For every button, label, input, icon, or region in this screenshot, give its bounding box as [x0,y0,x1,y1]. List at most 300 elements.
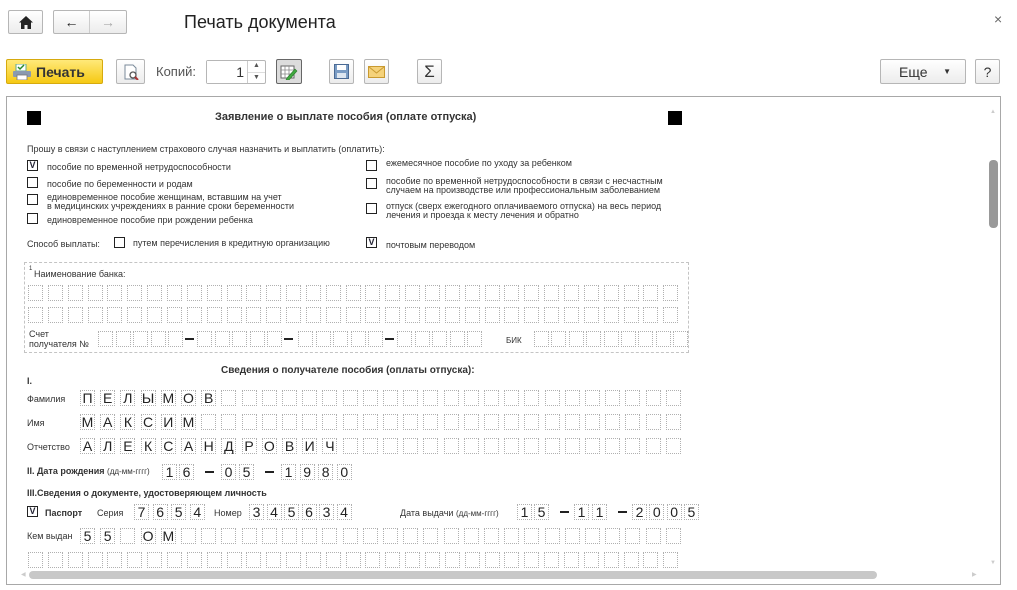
form-cell[interactable] [625,438,640,454]
form-cell[interactable] [246,307,261,323]
form-cell[interactable]: 1 [162,464,177,480]
form-cell[interactable] [365,285,380,301]
form-cell[interactable] [262,528,277,544]
form-cell[interactable] [168,331,183,347]
form-cell[interactable] [127,285,142,301]
form-cell[interactable] [88,552,103,568]
form-cell[interactable] [326,285,341,301]
spin-up-button[interactable]: ▲ [253,62,260,69]
form-cell[interactable] [221,390,236,406]
form-cell[interactable] [444,390,459,406]
form-cell[interactable] [197,331,212,347]
form-cell[interactable] [423,528,438,544]
form-cell[interactable] [68,285,83,301]
form-cell[interactable] [127,307,142,323]
form-cell[interactable] [242,390,257,406]
form-cell[interactable] [405,285,420,301]
form-cell[interactable]: 0 [221,464,236,480]
form-cell[interactable] [544,307,559,323]
form-cell[interactable] [383,390,398,406]
form-cell[interactable]: М [81,414,94,430]
form-cell[interactable] [28,307,43,323]
form-cell[interactable]: К [120,414,135,430]
form-cell[interactable]: 4 [337,504,352,520]
form-cell[interactable] [68,307,83,323]
form-cell[interactable] [98,331,113,347]
form-cell[interactable] [524,307,539,323]
form-cell[interactable] [48,285,63,301]
form-cell[interactable] [167,285,182,301]
form-cell[interactable] [465,307,480,323]
form-cell[interactable] [565,414,580,430]
form-cell[interactable] [643,285,658,301]
form-cell[interactable] [625,414,640,430]
form-cell[interactable]: Н [201,438,216,454]
form-cell[interactable] [207,307,222,323]
form-cell[interactable] [346,307,361,323]
form-cell[interactable] [663,307,678,323]
form-cell[interactable] [585,390,600,406]
form-cell[interactable] [638,331,653,347]
save-button[interactable] [329,59,354,84]
form-cell[interactable] [343,438,358,454]
benefit-checkbox[interactable] [27,177,38,188]
form-cell[interactable] [485,285,500,301]
form-cell[interactable]: 6 [179,464,194,480]
form-cell[interactable] [524,438,539,454]
form-cell[interactable]: О [141,528,156,544]
form-cell[interactable] [346,552,361,568]
form-cell[interactable]: 9 [300,464,315,480]
form-cell[interactable] [445,285,460,301]
form-cell[interactable] [48,552,63,568]
form-cell[interactable] [524,414,539,430]
benefit-checkbox[interactable] [366,178,377,189]
form-cell[interactable] [201,414,216,430]
form-cell[interactable] [666,438,681,454]
form-cell[interactable]: М [162,390,175,406]
close-button[interactable] [994,11,1002,27]
form-cell[interactable] [444,414,459,430]
form-cell[interactable] [604,307,619,323]
form-cell[interactable] [465,552,480,568]
form-cell[interactable] [564,307,579,323]
form-cell[interactable] [215,331,230,347]
form-cell[interactable] [262,390,277,406]
form-cell[interactable] [306,285,321,301]
form-cell[interactable] [267,331,282,347]
form-cell[interactable] [584,307,599,323]
form-cell[interactable] [88,285,103,301]
form-cell[interactable] [663,552,678,568]
form-cell[interactable]: 5 [171,504,186,520]
form-cell[interactable] [646,438,661,454]
form-cell[interactable] [524,528,539,544]
form-cell[interactable] [544,552,559,568]
form-cell[interactable] [464,528,479,544]
form-cell[interactable] [302,528,317,544]
form-cell[interactable] [107,552,122,568]
form-cell[interactable] [28,285,43,301]
form-cell[interactable]: И [302,438,317,454]
form-cell[interactable] [545,414,560,430]
form-cell[interactable] [425,307,440,323]
form-cell[interactable]: А [100,414,115,430]
form-cell[interactable] [385,285,400,301]
form-cell[interactable] [306,307,321,323]
form-cell[interactable] [147,307,162,323]
form-cell[interactable] [585,414,600,430]
form-cell[interactable]: 1 [517,504,532,520]
form-cell[interactable] [425,552,440,568]
form-cell[interactable] [207,285,222,301]
form-cell[interactable] [585,528,600,544]
print-button[interactable] [6,59,103,84]
form-cell[interactable]: 0 [649,504,664,520]
form-cell[interactable]: Ы [141,390,155,406]
form-cell[interactable] [565,438,580,454]
form-cell[interactable] [343,390,358,406]
form-cell[interactable] [524,285,539,301]
form-cell[interactable] [624,285,639,301]
form-cell[interactable] [167,552,182,568]
form-cell[interactable] [405,307,420,323]
form-cell[interactable]: 1 [574,504,589,520]
form-cell[interactable] [28,552,43,568]
form-cell[interactable] [326,552,341,568]
form-cell[interactable] [673,331,688,347]
form-cell[interactable] [464,438,479,454]
form-cell[interactable]: 6 [153,504,168,520]
form-cell[interactable] [415,331,430,347]
benefit-checkbox[interactable] [366,160,377,171]
form-cell[interactable] [423,414,438,430]
spin-down-button[interactable]: ▼ [248,72,265,84]
scroll-up-arrow[interactable]: ▲ [990,109,996,115]
edit-table-toggle[interactable] [276,59,302,84]
form-cell[interactable] [450,331,465,347]
form-cell[interactable] [605,390,620,406]
form-cell[interactable] [151,331,166,347]
form-cell[interactable] [286,285,301,301]
horizontal-scrollbar-thumb[interactable] [29,571,877,579]
form-cell[interactable]: О [262,438,277,454]
form-cell[interactable]: 3 [249,504,264,520]
form-cell[interactable] [286,552,301,568]
form-cell[interactable] [147,552,162,568]
form-cell[interactable]: Е [100,390,115,406]
form-cell[interactable] [201,528,216,544]
send-email-button[interactable] [364,59,389,84]
form-cell[interactable] [227,285,242,301]
form-cell[interactable] [365,552,380,568]
form-cell[interactable] [624,307,639,323]
form-cell[interactable]: А [80,438,95,454]
form-cell[interactable] [363,438,378,454]
form-cell[interactable] [656,331,671,347]
form-cell[interactable]: В [201,390,216,406]
form-cell[interactable] [227,307,242,323]
form-cell[interactable]: 5 [534,504,549,520]
form-cell[interactable] [147,285,162,301]
form-cell[interactable] [383,528,398,544]
form-cell[interactable] [403,528,418,544]
form-cell[interactable] [351,331,366,347]
form-cell[interactable] [322,390,337,406]
form-cell[interactable] [343,528,358,544]
form-cell[interactable] [605,528,620,544]
form-cell[interactable] [306,552,321,568]
form-cell[interactable] [266,552,281,568]
form-cell[interactable]: 5 [100,528,115,544]
form-cell[interactable] [604,285,619,301]
form-cell[interactable] [663,285,678,301]
form-cell[interactable] [445,307,460,323]
form-cell[interactable] [221,528,236,544]
form-cell[interactable] [585,438,600,454]
form-cell[interactable]: С [161,438,176,454]
form-cell[interactable] [385,552,400,568]
back-button[interactable] [54,11,90,33]
form-cell[interactable] [68,552,83,568]
form-cell[interactable] [302,414,317,430]
form-cell[interactable] [605,414,620,430]
form-cell[interactable] [484,528,499,544]
form-cell[interactable]: Е [120,438,135,454]
form-cell[interactable] [666,414,681,430]
form-cell[interactable] [298,331,313,347]
form-cell[interactable] [646,528,661,544]
form-cell[interactable] [181,528,196,544]
form-cell[interactable] [465,285,480,301]
form-cell[interactable] [187,552,202,568]
form-cell[interactable] [385,307,400,323]
form-cell[interactable] [266,285,281,301]
form-cell[interactable] [464,390,479,406]
form-cell[interactable]: О [181,390,196,406]
form-cell[interactable]: 5 [239,464,254,480]
form-cell[interactable] [286,307,301,323]
form-cell[interactable]: А [181,438,196,454]
form-cell[interactable] [423,438,438,454]
form-cell[interactable] [485,307,500,323]
scroll-right-arrow[interactable]: ▶ [972,572,977,578]
form-cell[interactable] [250,331,265,347]
form-cell[interactable]: 1 [592,504,607,520]
passport-checkbox[interactable]: V [27,506,38,517]
form-cell[interactable] [282,390,297,406]
form-cell[interactable] [484,438,499,454]
scroll-down-arrow[interactable]: ▼ [990,560,996,566]
more-button[interactable] [880,59,966,84]
form-cell[interactable] [425,285,440,301]
form-cell[interactable] [504,438,519,454]
form-cell[interactable] [221,414,236,430]
form-cell[interactable] [322,414,337,430]
form-cell[interactable] [444,528,459,544]
form-cell[interactable] [232,331,247,347]
form-cell[interactable] [302,390,317,406]
payment-post-checkbox[interactable]: V [366,237,377,248]
scroll-left-arrow[interactable]: ◀ [21,572,26,578]
form-cell[interactable]: И [161,414,176,430]
form-cell[interactable]: 2 [632,504,647,520]
form-cell[interactable] [625,528,640,544]
vertical-scrollbar-thumb[interactable] [989,160,998,228]
form-cell[interactable] [403,390,418,406]
form-cell[interactable] [107,307,122,323]
form-cell[interactable] [227,552,242,568]
form-cell[interactable]: Д [221,438,236,454]
form-cell[interactable] [343,414,358,430]
form-cell[interactable] [484,390,499,406]
form-cell[interactable] [242,414,257,430]
form-cell[interactable]: 4 [267,504,282,520]
form-cell[interactable]: В [282,438,297,454]
form-cell[interactable] [524,390,539,406]
form-cell[interactable] [565,390,580,406]
help-button[interactable] [975,59,1000,84]
form-cell[interactable]: 0 [667,504,682,520]
form-cell[interactable] [282,414,297,430]
form-cell[interactable]: 3 [319,504,334,520]
form-cell[interactable]: К [141,438,156,454]
form-cell[interactable] [187,307,202,323]
form-cell[interactable] [666,528,681,544]
form-cell[interactable] [403,414,418,430]
form-cell[interactable] [564,285,579,301]
form-cell[interactable]: 6 [302,504,317,520]
form-cell[interactable] [624,552,639,568]
home-button[interactable] [8,10,43,34]
form-cell[interactable]: 0 [337,464,352,480]
form-cell[interactable] [545,438,560,454]
form-cell[interactable] [646,414,661,430]
form-cell[interactable] [445,552,460,568]
form-cell[interactable]: 4 [190,504,205,520]
form-cell[interactable] [423,390,438,406]
form-cell[interactable] [545,390,560,406]
form-cell[interactable] [586,331,601,347]
form-cell[interactable] [524,552,539,568]
form-cell[interactable] [333,331,348,347]
form-cell[interactable]: 7 [134,504,149,520]
form-cell[interactable] [584,552,599,568]
form-cell[interactable] [120,528,135,544]
form-cell[interactable] [405,552,420,568]
form-cell[interactable] [565,528,580,544]
form-cell[interactable] [484,414,499,430]
form-cell[interactable] [621,331,636,347]
form-cell[interactable] [316,331,331,347]
form-cell[interactable]: М [182,414,195,430]
form-cell[interactable] [564,552,579,568]
form-cell[interactable] [127,552,142,568]
form-cell[interactable] [534,331,549,347]
copies-input[interactable] [207,61,247,83]
form-cell[interactable] [551,331,566,347]
form-cell[interactable] [397,331,412,347]
form-cell[interactable] [266,307,281,323]
form-cell[interactable]: 8 [318,464,333,480]
form-cell[interactable] [504,552,519,568]
form-cell[interactable] [646,390,661,406]
form-cell[interactable] [545,528,560,544]
form-cell[interactable] [504,528,519,544]
form-cell[interactable] [504,285,519,301]
form-cell[interactable] [643,552,658,568]
form-cell[interactable] [643,307,658,323]
form-cell[interactable]: 5 [80,528,95,544]
form-cell[interactable] [467,331,482,347]
benefit-checkbox[interactable] [27,194,38,205]
form-cell[interactable]: 1 [281,464,296,480]
form-cell[interactable] [322,528,337,544]
preview-button[interactable] [116,59,145,84]
form-cell[interactable]: Л [100,438,115,454]
form-cell[interactable] [48,307,63,323]
form-cell[interactable]: П [80,390,95,406]
form-cell[interactable] [666,390,681,406]
form-cell[interactable] [242,528,257,544]
form-cell[interactable] [432,331,447,347]
form-cell[interactable]: 5 [684,504,699,520]
form-cell[interactable] [187,285,202,301]
form-cell[interactable] [133,331,148,347]
form-cell[interactable]: Р [242,438,257,454]
form-cell[interactable]: С [141,414,156,430]
form-cell[interactable] [365,307,380,323]
form-cell[interactable] [363,390,378,406]
form-cell[interactable] [504,307,519,323]
payment-bank-checkbox[interactable] [114,237,125,248]
form-cell[interactable] [116,331,131,347]
form-cell[interactable] [444,438,459,454]
form-cell[interactable]: М [162,528,175,544]
form-cell[interactable] [167,307,182,323]
form-cell[interactable] [403,438,418,454]
form-cell[interactable] [625,390,640,406]
form-cell[interactable] [88,307,103,323]
form-cell[interactable] [207,552,222,568]
form-cell[interactable] [504,390,519,406]
form-cell[interactable] [262,414,277,430]
form-cell[interactable] [246,552,261,568]
benefit-checkbox[interactable]: V [27,160,38,171]
form-cell[interactable] [504,414,519,430]
form-cell[interactable] [569,331,584,347]
form-cell[interactable] [107,285,122,301]
form-cell[interactable] [363,528,378,544]
form-cell[interactable]: Л [120,390,135,406]
form-cell[interactable] [464,414,479,430]
form-cell[interactable] [282,528,297,544]
form-cell[interactable] [246,285,261,301]
form-cell[interactable] [326,307,341,323]
sum-button[interactable] [417,59,442,84]
form-cell[interactable] [363,414,378,430]
form-cell[interactable] [584,285,599,301]
form-cell[interactable] [383,414,398,430]
form-cell[interactable] [368,331,383,347]
form-cell[interactable]: Ч [322,438,337,454]
form-cell[interactable] [604,331,619,347]
form-cell[interactable] [485,552,500,568]
benefit-checkbox[interactable] [27,213,38,224]
form-cell[interactable] [604,552,619,568]
form-cell[interactable] [605,438,620,454]
forward-button[interactable] [90,11,126,33]
